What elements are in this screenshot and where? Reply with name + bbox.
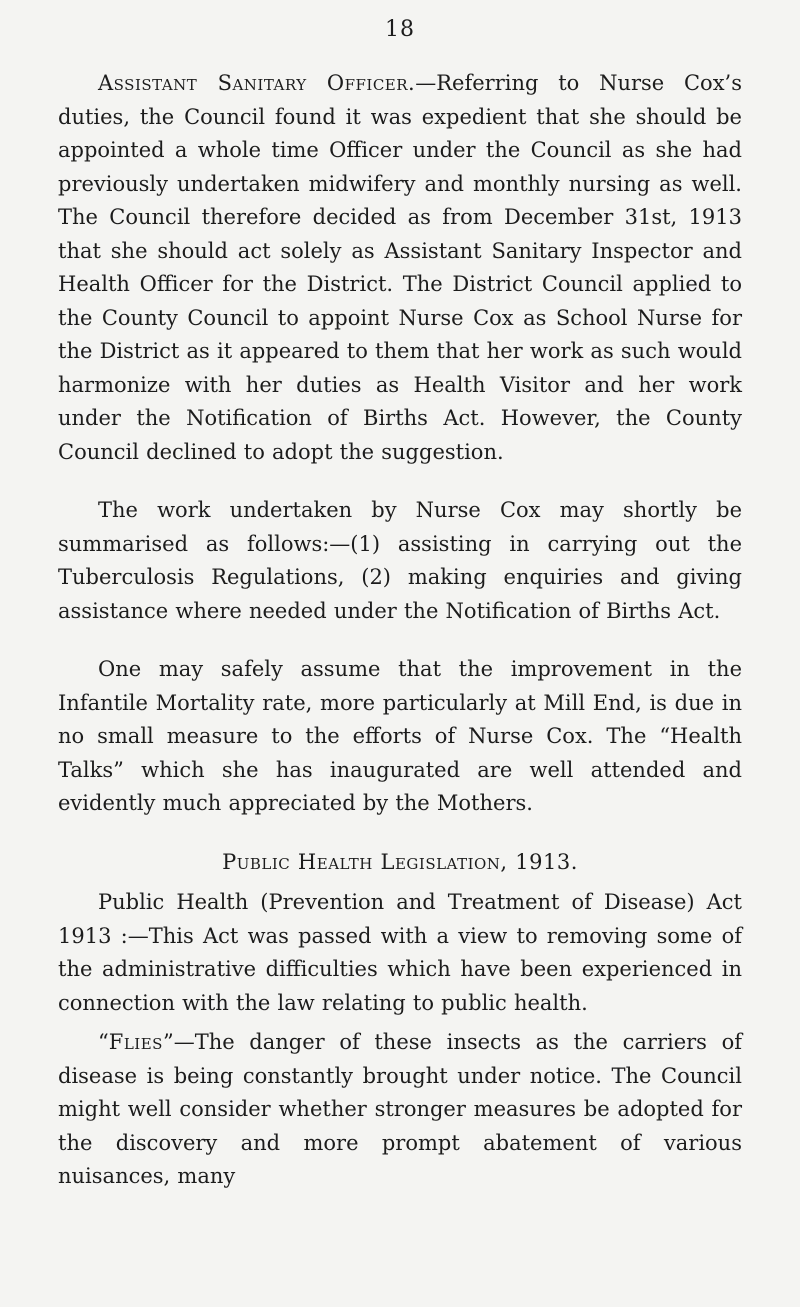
- paragraph-text: —The danger of these insects as the carriers of disease is being constantly brought under notice. The Council might well consider whether stronger measures be adopted for the discovery and more prompt abatement of various nuisances, many: [58, 1030, 742, 1188]
- paragraph-infantile-mortality: [58, 653, 742, 821]
- paragraph-work-summary: [58, 494, 742, 628]
- paragraph-lead: Flies: [108, 1030, 163, 1054]
- document-page: [58, 0, 742, 1307]
- paragraph-text: —Referring to Nurse Cox’s duties, the Council found it was expedient that she should be appointed a whole time Officer under the Council as she had previously undertaken midwifery and monthly nursing as well. The Council therefore decided as from December 31st, 1913 that she should act solely as Assistant Sanitary Inspector and Health Officer for the District. The District Council applied to the County Council to appoint Nurse Cox as School Nurse for the District as it appeared to them that her work as such would harmonize with her duties as Health Visitor and her work under the Notification of Births Act. However, the County Council declined to adopt the suggestion.: [58, 71, 742, 464]
- paragraph-assistant-sanitary-officer: [58, 67, 742, 469]
- paragraph-prevention-act: [58, 886, 742, 1020]
- paragraph-text: One may safely assume that the improvement in the Infantile Mortality rate, more particularly at Mill End, is due in no small measure to the efforts of Nurse Cox. The “Health Talks” which she has inaugurated are well attended and evidently much appreciated by the Mothers.: [58, 657, 742, 815]
- paragraph-flies: [58, 1026, 742, 1194]
- section-heading: Public Health Legislation, 1913.: [222, 849, 578, 874]
- paragraph-text: The work undertaken by Nurse Cox may shortly be summarised as follows:—(1) assisting in carrying out the Tuberculosis Regulations, (2) making enquiries and giving assistance where needed under the Notification of Births Act.: [58, 498, 742, 623]
- body-text: [58, 67, 742, 1219]
- paragraph-text: Public Health (Prevention and Treatment of Disease) Act 1913 :—This Act was passed with a view to removing some of the administrative difficulties which have been experienced in connection with the law relating to public health.: [58, 890, 742, 1015]
- paragraph-lead-open-quote: “: [98, 1030, 109, 1054]
- paragraph-lead-close-quote: ”: [162, 1030, 174, 1054]
- paragraph-lead: Assistant Sanitary Officer.: [98, 71, 416, 95]
- page-number: 18: [385, 17, 415, 42]
